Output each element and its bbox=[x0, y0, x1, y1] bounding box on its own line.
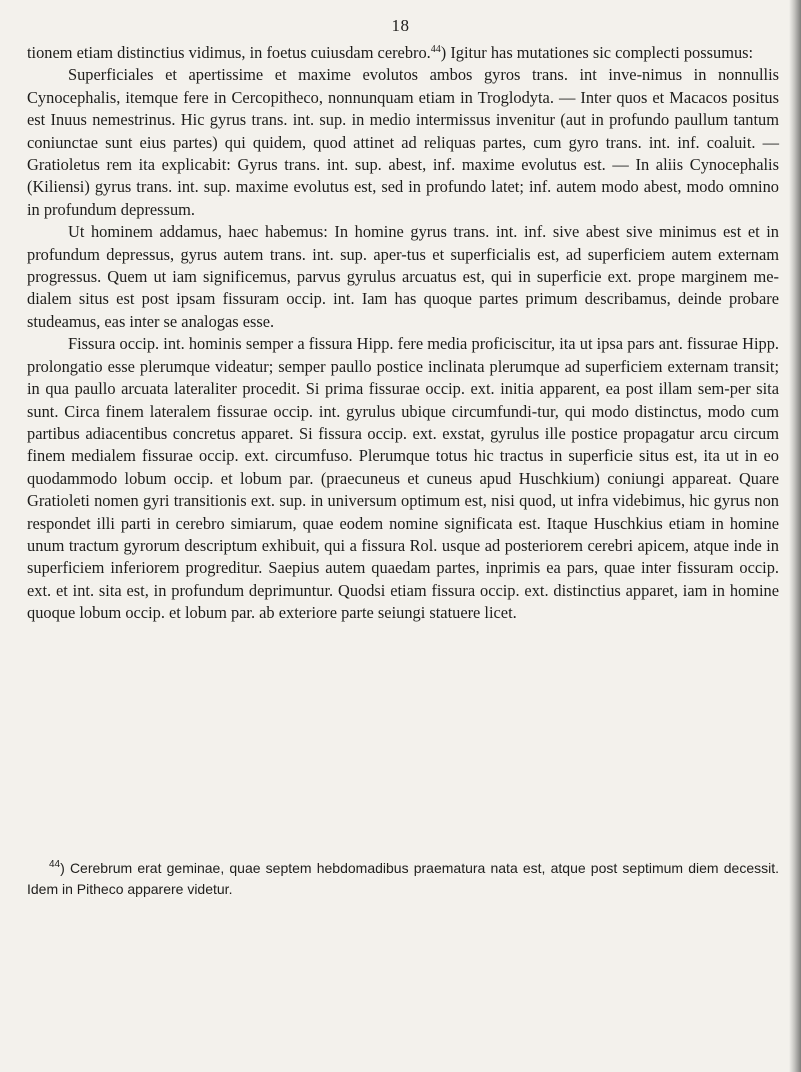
paragraph-1 bbox=[27, 42, 779, 64]
footnote-text: ) Cerebrum erat geminae, quae septem hebdomadibus praematura nata est, atque post septimum diem decessit. Idem in Pitheco apparere videtur. bbox=[27, 860, 779, 897]
paragraph-4: Fissura occip. int. hominis semper a fissura Hipp. fere media proficiscitur, ita ut ipsa pars ant. fissurae Hipp. prolongatio esse plerumque videatur; semper paullo postice inclinata plerumque ad superficiem externam transit; in qua paullo arcuata lateraliter procedit. Si prima fissurae occip. ext. initia apparent, ea post illam sem-per sita sunt. Circa finem lateralem fissurae occip. int. gyrulus ubique circumfundi-tur, qui modo distinctus, modo cum partibus adiacentibus concretus apparet. Si fissura occip. ext. exstat, gyrulus ille postice propagatur arcu circum finem medialem fissurae occip. ext. circumfuso. Plerumque totus hic tractus in superficie situs est, ita ut in eo quodammodo lobum occip. et lobum par. (praecuneus et cuneus apud Huschkium) coniungi appareat. Quare Gratioleti nomen gyri transitionis ext. sup. in universum optimum est, nisi quod, ut infra videbimus, hic gyrus non respondet illi parti in cerebro simiarum, quae eodem nomine significata est. Itaque Huschkius etiam in homine unum tractum gyrorum descriptum exhibuit, qui a fissura Rol. usque ad posteriorem cerebri apicem, atque inde in superficiem inferiorem progreditur. Saepius autem quaedam partes, inprimis ea pars, quae inter fissuram occip. ext. et int. sita est, in profundum deprimuntur. Quodsi etiam fissura occip. ext. distinctius apparet, iam in homine quoque lobum occip. et lobum par. ab exteriore parte seiungi statuere licet. bbox=[27, 334, 779, 623]
footnote-marker: 44 bbox=[49, 859, 61, 870]
footnote-44 bbox=[27, 858, 779, 900]
footnotes bbox=[27, 858, 779, 900]
paragraph-1-continuation: ) Igitur has mutationes sic complecti possumus: bbox=[440, 43, 754, 62]
page-number: 18 bbox=[391, 16, 410, 35]
paragraph-1-text: tionem etiam distinctius vidimus, in foetus cuiusdam cerebro. bbox=[27, 43, 431, 62]
page-edge-shadow bbox=[789, 0, 801, 1072]
footnote-reference: 44 bbox=[430, 44, 441, 55]
paragraph-2: Superficiales et apertissime et maxime evolutos ambos gyros trans. int inve-nimus in nonnullis Cynocephalis, itemque fere in Cercopitheco, nonnunquam etiam in Troglodyta. — Inter quos et Macacos positus est Inuus nemestrinus. Hic gyrus trans. int. sup. in medio intermissus invenitur (aut in profundo paullum tantum coniunctae sunt eius partes) qui quidem, quod attinet ad reliquas partes, cum gyro trans. int. inf. coaluit. — Gratioletus rem ita explicabit: Gyrus trans. int. sup. abest, inf. maxime evolutus est. — In aliis Cynocephalis (Kiliensi) gyrus trans. int. sup. maxime evolutus est, sed in profundo latet; inf. autem modo abest, modo omnino in profundum depressum. bbox=[27, 65, 779, 219]
body-text bbox=[27, 42, 779, 625]
paragraph-3: Ut hominem addamus, haec habemus: In homine gyrus trans. int. inf. sive abest sive minimus est et in profundum depressus, gyrus autem trans. int. sup. aper-tus et superficialis est, ad superficiem autem externam progressus. Quem ut iam significemus, parvus gyrulus arcuatus est, qui in superficie ext. prope marginem me-dialem situs est post ipsam fissuram occip. int. Iam has quoque partes primum describamus, deinde probare studeamus, eas inter se analogas esse. bbox=[27, 222, 779, 331]
